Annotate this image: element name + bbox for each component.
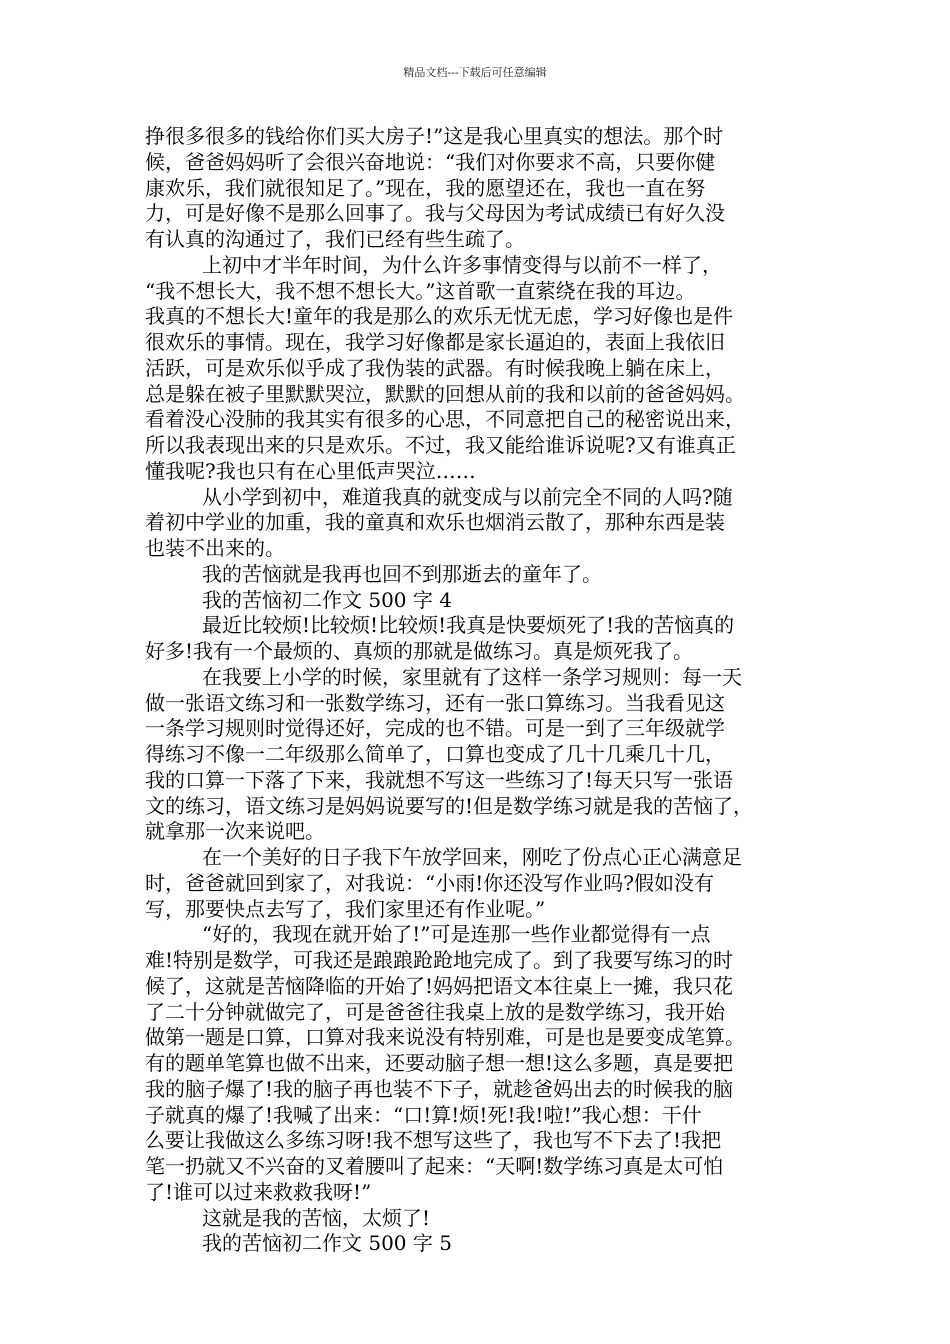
- text-line: 我的苦恼初二作文 500 字 4: [202, 587, 452, 612]
- text-line: 了!谁可以过来救救我呀!”: [145, 1179, 372, 1204]
- text-line: 挣很多很多的钱给你们买大房子!”这是我心里真实的想法。那个时: [145, 124, 724, 148]
- text-line: 候了，这就是苦恼降临的开始了!妈妈把语文本往桌上一摊，我只花: [145, 973, 734, 998]
- text-line: 上初中才半年时间，为什么许多事情变得与以前不一样了，: [202, 252, 722, 277]
- text-line: 了二十分钟就做完了，可是爸爸往我桌上放的是数学练习，我开始: [145, 999, 725, 1024]
- text-line: 么要让我做这么多练习呀!我不想写这些了，我也写不下去了!我把: [145, 1128, 722, 1153]
- document-body: [145, 124, 813, 1257]
- text-line: 总是躲在被子里默默哭泣，默默的回想从前的我和以前的爸爸妈妈。: [145, 381, 745, 406]
- text-line: 有认真的沟通过了，我们已经有些生疏了。: [145, 227, 525, 251]
- text-line: 这就是我的苦恼，太烦了!: [202, 1205, 431, 1230]
- text-line: 做一张语文练习和一张数学练习，还有一张口算练习。当我看见这: [145, 690, 725, 715]
- text-line: 得练习不像一二年级那么简单了，口算也变成了几十几乘几十几，: [145, 742, 725, 766]
- text-line: 我的脑子爆了!我的脑子再也装不下子，就趁爸妈出去的时候我的脑: [145, 1076, 734, 1101]
- text-line: 一条学习规则时觉得还好，完成的也不错。可是一到了三年级就学: [145, 716, 725, 741]
- text-line: 力，可是好像不是那么回事了。我与父母因为考试成绩已有好久没: [145, 201, 725, 226]
- text-line: 时，爸爸就回到家了，对我说：“小雨!你还没写作业吗?假如没有: [145, 870, 714, 895]
- text-line: 我的口算一下落了下来，我就想不写这一些练习了!每天只写一张语: [145, 767, 734, 792]
- text-line: 我的苦恼就是我再也回不到那逝去的童年了。: [202, 561, 602, 586]
- text-line: 难!特别是数学，可我还是踉踉跄跄地完成了。到了我要写练习的时: [145, 948, 734, 972]
- text-line: 看着没心没肺的我其实有很多的心思，不同意把自己的秘密说出来，: [145, 407, 745, 432]
- text-line: 康欢乐，我们就很知足了。”现在，我的愿望还在，我也一直在努: [145, 175, 706, 200]
- text-line: 着初中学业的加重，我的童真和欢乐也烟消云散了，那种东西是装: [145, 510, 725, 535]
- text-line: 最近比较烦!比较烦!比较烦!我真是快要烦死了!我的苦恼真的: [202, 613, 735, 638]
- text-line: 笔一扔就又不兴奋的叉着腰叫了起来：“天啊!数学练习真是太可怕: [145, 1154, 724, 1178]
- text-line: 很欢乐的事情。现在，我学习好像都是家长逼迫的，表面上我依旧: [145, 330, 725, 354]
- text-line: 候，爸爸妈妈听了会很兴奋地说：“我们对你要求不高，只要你健: [145, 149, 716, 174]
- text-line: 子就真的爆了!我喊了出来：“口!算!烦!死!我!啦!”我心想：干什: [145, 1102, 702, 1127]
- text-line: 就拿那一次来说吧。: [145, 819, 325, 844]
- text-line: 我真的不想长大!童年的我是那么的欢乐无忧无虑，学习好像也是件: [145, 304, 734, 329]
- text-line: 所以我表现出来的只是欢乐。不过，我又能给谁诉说呢?又有谁真正: [145, 433, 736, 457]
- text-line: 做第一题是口算，口算对我来说没有特别难，可是也是要变成笔算。: [145, 1025, 745, 1050]
- page-header: 精品文档---下载后可任意编辑: [403, 66, 547, 79]
- text-line: 从小学到初中，难道我真的就变成与以前完全不同的人吗?随: [202, 484, 733, 509]
- text-line: 也装不出来的。: [145, 536, 285, 560]
- text-line: 活跃，可是欢乐似乎成了我伪装的武器。有时候我晚上躺在床上，: [145, 355, 725, 380]
- text-line: 我的苦恼初二作文 500 字 5: [202, 1231, 452, 1256]
- text-line: 文的练习，语文练习是妈妈说要写的!但是数学练习就是我的苦恼了，: [145, 793, 754, 818]
- text-line: “我不想长大，我不想不想长大。”这首歌一直萦绕在我的耳边。: [145, 278, 696, 303]
- text-line: “好的，我现在就开始了!”可是连那一些作业都觉得有一点: [202, 922, 711, 947]
- text-line: 好多!我有一个最烦的、真烦的那就是做练习。真是烦死我了。: [145, 639, 694, 663]
- text-line: 在一个美好的日子我下午放学回来，刚吃了份点心正心满意足: [202, 845, 742, 869]
- text-line: 懂我呢?我也只有在心里低声哭泣……: [145, 458, 476, 483]
- text-line: 在我要上小学的时候，家里就有了这样一条学习规则：每一天: [202, 664, 742, 689]
- text-line: 有的题单笔算也做不出来，还要动脑子想一想!这么多题，真是要把: [145, 1051, 734, 1075]
- text-line: 写，那要快点去写了，我们家里还有作业呢。”: [145, 896, 546, 921]
